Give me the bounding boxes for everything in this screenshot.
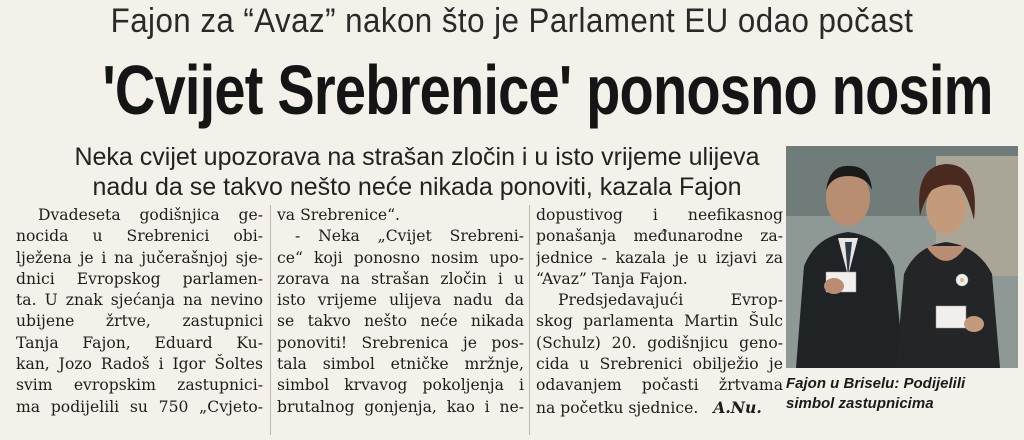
body-line: isto vrijeme ulijeva nadu da — [277, 291, 524, 310]
body-line: simbol krvavog pokoljenja i — [277, 376, 524, 395]
body-line: zorava na strašan zločin i u — [277, 269, 524, 288]
photo-illustration — [786, 146, 1018, 368]
article-photo — [786, 146, 1018, 368]
body-line: odavanjem počasti žrtvama — [536, 376, 783, 395]
body-line: brutalnog gonjenja, kao i ne- — [277, 397, 524, 416]
body-line: svim evropskim zastupnici- — [16, 376, 263, 395]
body-line: se takvo nešto neće nikada — [277, 312, 524, 331]
body-line: tala simbol etničke mržnje, — [277, 355, 524, 374]
caption-line: simbol zastupnicima — [786, 395, 934, 412]
body-line: skog parlamenta Martin Šulc — [536, 312, 783, 331]
body-line: va Srebrenice“. — [277, 206, 401, 224]
column-1 — [16, 205, 263, 418]
body-line: ce“ koji ponosno nosim upo- — [277, 248, 524, 267]
column-divider — [529, 205, 530, 435]
article-body — [4, 205, 783, 435]
body-line: Predsjedavajući Evrop- — [558, 291, 783, 310]
body-line: Dvadeseta godišnjica ge- — [38, 206, 263, 224]
body-line: ponoviti! Srebrenica je pos- — [277, 333, 524, 352]
subhead-line: nadu da se takvo nešto neće nikada ponoviti, kazala Fajon — [92, 173, 742, 201]
body-line: kan, Jozo Radoš i Igor Šoltes — [16, 355, 263, 374]
body-line: cida u Srebrenici obilježio je — [536, 355, 783, 374]
body-line: “Avaz” Tanja Fajon. — [536, 269, 688, 288]
caption-line: Fajon u Briselu: Podijelili — [786, 375, 966, 392]
column-divider — [270, 205, 271, 435]
column-3 — [536, 205, 783, 419]
body-line: dnici Evropskog parlamen- — [16, 269, 263, 288]
byline: A.Nu. — [713, 397, 762, 417]
body-line: Tanja Fajon, Eduard Ku- — [16, 333, 263, 352]
kicker: Fajon za “Avaz” nakon što je Parlament EU odao počast — [110, 2, 914, 40]
column-2 — [277, 205, 524, 418]
body-line: ponašanja međunarodne za- — [536, 227, 783, 246]
subhead-line: Neka cvijet upozorava na strašan zločin i u isto vrijeme ulijeva — [74, 143, 760, 171]
body-line: dopustivog i neefikasnog — [536, 206, 783, 224]
body-line-final — [536, 397, 783, 419]
body-line: ta. U znak sjećanja na nevino — [16, 291, 263, 310]
body-line: ma podijelili su 750 „Cvjeto- — [16, 397, 263, 416]
body-line: jednice - kazala je u izjavi za — [536, 248, 783, 267]
subheadline — [52, 142, 782, 202]
photo-caption — [786, 374, 1018, 414]
body-line: lježena je i na jučerašnjoj sje- — [16, 248, 263, 267]
body-line: nocida u Srebrenici obi- — [16, 227, 263, 246]
body-line: (Schulz) 20. godišnjicu geno- — [536, 333, 783, 352]
body-line: ubijene žrtve, zastupnici — [16, 312, 263, 331]
headline: 'Cvijet Srebrenice' ponosno nosim — [102, 51, 993, 129]
body-line-text: na početku sjednice. — [536, 398, 699, 417]
body-line: - Neka „Cvijet Srebreni- — [295, 227, 524, 246]
